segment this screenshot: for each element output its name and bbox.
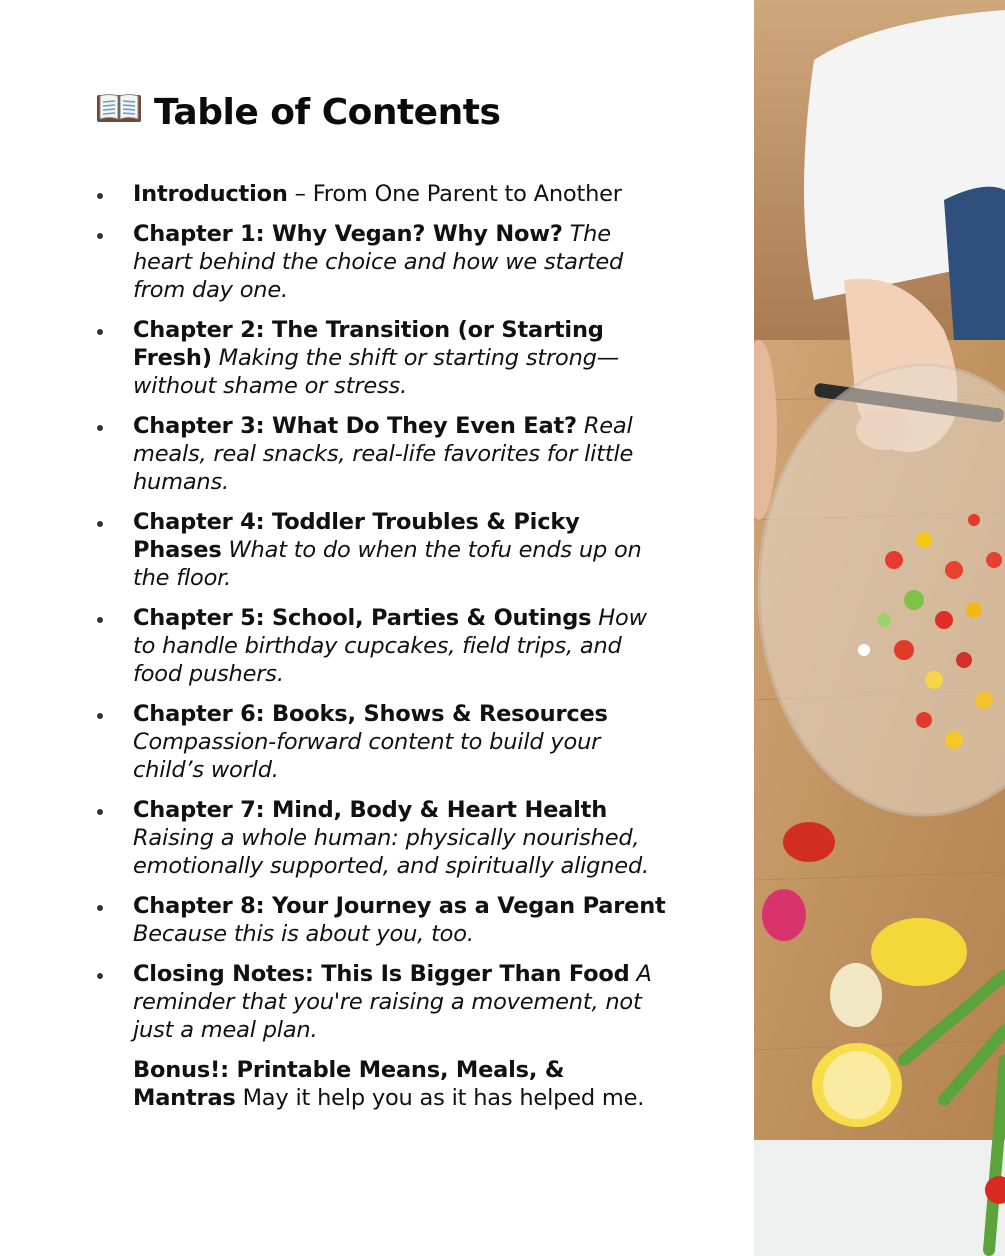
page-title-text: Table of Contents: [154, 92, 501, 133]
table-of-contents-list: [133, 180, 673, 1138]
toc-item-description: Raising a whole human: physically nourished, emotionally supported, and spiritually aligned.: [133, 825, 649, 879]
toc-item-introduction: [133, 180, 673, 208]
toc-item-description: Making the shift or starting strong—without shame or stress.: [133, 345, 620, 399]
toc-item-chapter-2: [133, 316, 673, 400]
toc-item-title: Closing Notes: This Is Bigger Than Food: [133, 961, 630, 987]
toc-item-chapter-3: [133, 412, 673, 496]
toc-item-chapter-7: [133, 796, 673, 880]
toc-item-description: From One Parent to Another: [312, 181, 622, 207]
toc-item-description: How to handle birthday cupcakes, field trips, and food pushers.: [133, 605, 647, 687]
toc-item-description: What to do when the tofu ends up on the floor.: [133, 537, 642, 591]
toc-item-title: Introduction: [133, 181, 288, 207]
toc-item-title: Chapter 7: Mind, Body & Heart Health: [133, 797, 608, 823]
toc-item-chapter-5: [133, 604, 673, 688]
salad-photo: [754, 0, 1005, 1256]
toc-item-description: Real meals, real snacks, real-life favorites for little humans.: [133, 413, 634, 495]
toc-item-description: May it help you as it has helped me.: [242, 1085, 645, 1111]
toc-item-title: Chapter 5: School, Parties & Outings: [133, 605, 592, 631]
page-title: [96, 92, 500, 133]
toc-separator: –: [287, 181, 313, 207]
toc-item-description: A reminder that you're raising a movement, not just a meal plan.: [133, 961, 652, 1043]
toc-item-title: Bonus!: Printable Means, Meals, & Mantras: [133, 1057, 565, 1111]
toc-item-bonus: [133, 1056, 673, 1126]
toc-item-description: Because this is about you, too.: [133, 921, 474, 947]
toc-item-description: Compassion-forward content to build your child’s world.: [133, 729, 601, 783]
salad-photo-illustration: [754, 0, 1005, 1256]
toc-item-title: Chapter 2: The Transition (or Starting Fresh): [133, 317, 604, 371]
toc-item-title: Chapter 6: Books, Shows & Resources: [133, 701, 608, 727]
toc-item-closing-notes: [133, 960, 673, 1044]
toc-item-chapter-6: [133, 700, 673, 784]
open-book-icon: [96, 92, 142, 133]
toc-item-chapter-4: [133, 508, 673, 592]
toc-item-title: Chapter 3: What Do They Even Eat?: [133, 413, 577, 439]
toc-item-description: The heart behind the choice and how we started from day one.: [133, 221, 624, 303]
toc-item-chapter-8: [133, 892, 673, 948]
toc-item-title: Chapter 4: Toddler Troubles & Picky Phases: [133, 509, 580, 563]
toc-item-title: Chapter 1: Why Vegan? Why Now?: [133, 221, 563, 247]
toc-item-chapter-1: [133, 220, 673, 304]
toc-item-title: Chapter 8: Your Journey as a Vegan Parent: [133, 893, 666, 919]
